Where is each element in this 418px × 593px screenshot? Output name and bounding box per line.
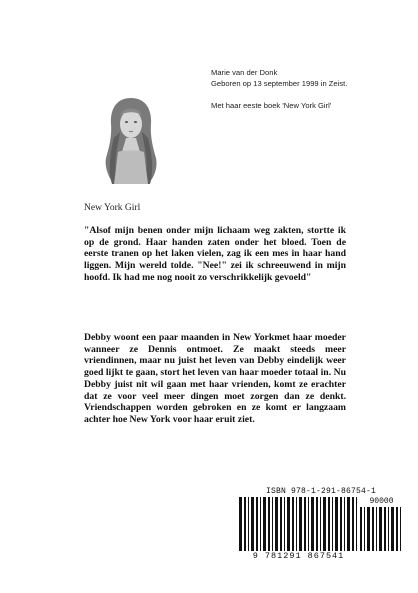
- author-info: [211, 67, 391, 111]
- isbn-text: ISBN 978-1-291-86754-1: [265, 487, 377, 496]
- ean-barcode-bars: [238, 497, 359, 551]
- addon-number: 90000: [369, 497, 394, 506]
- author-portrait: [100, 92, 162, 184]
- book-quote: "Alsof mijn benen onder mijn lichaam weg zakten, stortte ik op de grond. Haar handen zaten onder het bloed. Toen de eerste tranen op het laken vielen, zag ik een mes in haar hand liggen. Mijn wereld tolde. "Nee!" zei ik schreeuwend in mijn hoofd. Ik had me nog nooit zo verschrikkelijk gevoeld": [84, 225, 346, 283]
- addon-barcode-bars: [359, 507, 404, 551]
- ean-number: 9 781291 867541: [252, 551, 345, 561]
- book-summary: Debby woont een paar maanden in New Yorkmet haar moeder wanneer ze Dennis ontmoet. Ze maakt steeds meer vriendinnen, maar nu juist het leven van Debby eindelijk weer goed lijkt te gaan, stort het leven van haar moeder totaal in. Nu Debby juist nit wil gaan met haar vrienden, komt ze erachter dat ze voor veel meer dingen moet zorgen dan ze denkt. Vriendschappen worden gebroken en ze komt er langzaam achter hoe New York voor haar eruit ziet.: [84, 332, 346, 425]
- author-first-book: Met haar eeste boek 'New York Girl': [211, 101, 332, 110]
- barcode: [238, 487, 404, 563]
- book-title: New York Girl: [84, 203, 141, 213]
- author-portrait-image: [100, 92, 162, 184]
- author-name: Marie van der Donk: [211, 68, 278, 77]
- author-birth: Geboren op 13 september 1999 in Zeist.: [211, 79, 348, 88]
